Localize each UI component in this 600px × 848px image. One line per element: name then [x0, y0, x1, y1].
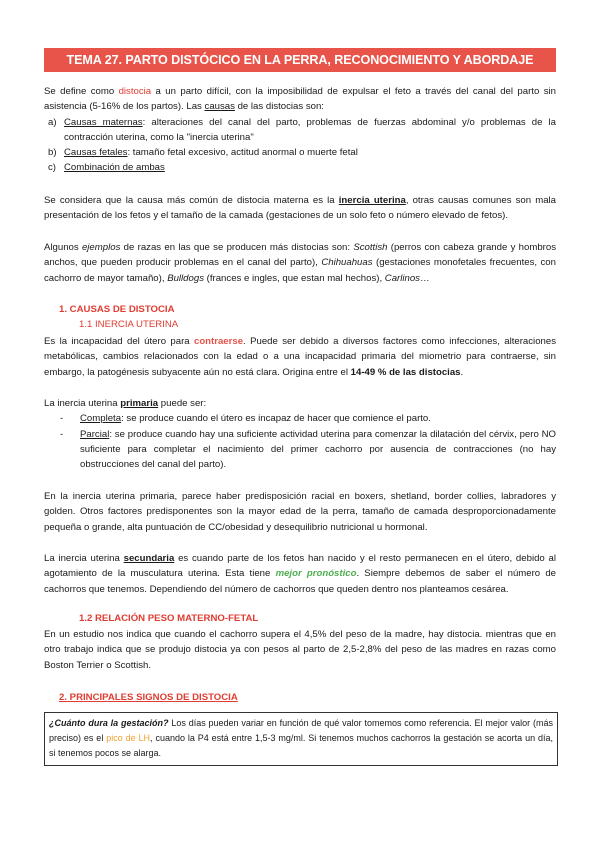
list-item: a) Causas maternas: alteraciones del canal del parto, problemas de fuerzas abdominal y/o problemas de la contracción uterina, como la "inercia uterina"	[48, 116, 557, 143]
paragraph-predisposicion: En la inercia uterina primaria, parece haber predisposición racial en boxers, shetland, border collies, labradores y golden. Otros factores predisponentes son la mayor edad de la perra, tamaño de camada desproporcionadamente pequeña o grande, alta puntuación de CC/obesidad y desequilibrio nutricional u hormonal.	[44, 491, 556, 533]
intro-paragraph: Se define como distocia a un parto difícil, con la imposibilidad de expulsar el feto a través del canal del parto sin asistencia (5-16% de los partos). Las causas de las distocias son: a) Causas maternas: alteraciones del canal del parto, problemas de fuerzas abdominal y/o problemas de la contracción uterina, como la "inercia uterina" b) Causas fetales: tamaño fetal excesivo, actitud anormal o muerte fetal c) Combinación de ambas	[44, 84, 556, 176]
subsection-heading: 1.1 INERCIA UTERINA	[79, 319, 179, 330]
section-heading: 2. PRINCIPALES SIGNOS DE DISTOCIA	[59, 692, 238, 703]
paragraph-inercia: Se considera que la causa más común de distocia materna es la inercia uterina, otras causas comunes son mala presentación de los fetos y el tamaño de la camada (gestaciones de un solo feto o número elevado de fetos).	[44, 195, 556, 222]
paragraph-secundaria: La inercia uterina secundaria es cuando parte de los fetos han nacido y el resto permanecen en el útero, debido al agotamiento de la musculatura uterina. Esta tiene mejor pronóstico. Siempre debemos de saber el número de cachorros que tenemos. Dependiendo del número de cachorros que queden dentro nos planteamos cesárea.	[44, 553, 557, 595]
subsection-heading: 1.2 RELACIÓN PESO MATERNO-FETAL	[79, 613, 259, 624]
paragraph-primaria: La inercia uterina primaria puede ser: - Completa: se produce cuando el útero es incapaz de hacer que comience el parto. - Parcial: se produce cuando hay una suficiente actividad uterina para comenzar la dilatación del cérvix, pero NO suficiente para completar el nacimiento del primer cachorro por ausencia de contracciones (no hay obstrucciones del canal del parto).	[44, 396, 556, 472]
paragraph-peso: En un estudio nos indica que cuando el cachorro supera el 4,5% del peso de la madre, hay distocia. mientras que en otro trabajo indica que se produjo distocia ya con pesos al parto de 2,5-2,8% del peso de las madres en razas como Boston Terrier o Scottish.	[44, 629, 556, 671]
list-item: b) Causas fetales: tamaño fetal excesivo, actitud anormal o muerte fetal	[48, 147, 358, 159]
list-item: - Completa: se produce cuando el útero es incapaz de hacer que comience el parto.	[60, 413, 431, 425]
paragraph-definicion: Es la incapacidad del útero para contraerse. Puede ser debido a diversos factores como infecciones, alteraciones metabólicas, cambios relacionados con la edad o a una incapacidad primaria del miometrio para contraerse, sin embargo, la patogénesis subyacente aún no está clara. Origina entre el 14-49 % de las distocias.	[44, 336, 556, 378]
page-title: TEMA 27. PARTO DISTÓCICO EN LA PERRA, RECONOCIMIENTO Y ABORDAJE	[44, 48, 556, 72]
section-heading: 1. CAUSAS DE DISTOCIA	[59, 304, 175, 315]
term-distocia: distocia	[118, 86, 152, 97]
list-item: c) Combinación de ambas	[48, 162, 165, 174]
paragraph-razas: Algunos ejemplos de razas en las que se producen más distocias son: Scottish (perros con cabeza grande y hombros anchos, que pueden producir problemas en el canal del parto), Chihuahuas (gestaciones monofetales frecuentes, con cachorro de mayor tamaño), Bulldogs (frances e ingles, que estan mal hechos), Carlinos…	[44, 242, 556, 284]
term-causas: causas	[204, 101, 235, 113]
note-box: ¿Cuánto dura la gestación? Los días pueden variar en función de qué valor tomemos como referencia. El mejor valor (más preciso) es el pico de LH, cuando la P4 está entre 1,5-3 mg/ml. Si tenemos muchos cachorros la gestación se acorta un día, si tenemos pocos se alarga.	[44, 712, 558, 766]
list-item: - Parcial: se produce cuando hay una suficiente actividad uterina para comenzar la dilatación del cérvix, pero NO suficiente para completar el nacimiento del primer cachorro por ausencia de contracciones (no hay obstrucciones del canal del parto).	[60, 428, 556, 471]
